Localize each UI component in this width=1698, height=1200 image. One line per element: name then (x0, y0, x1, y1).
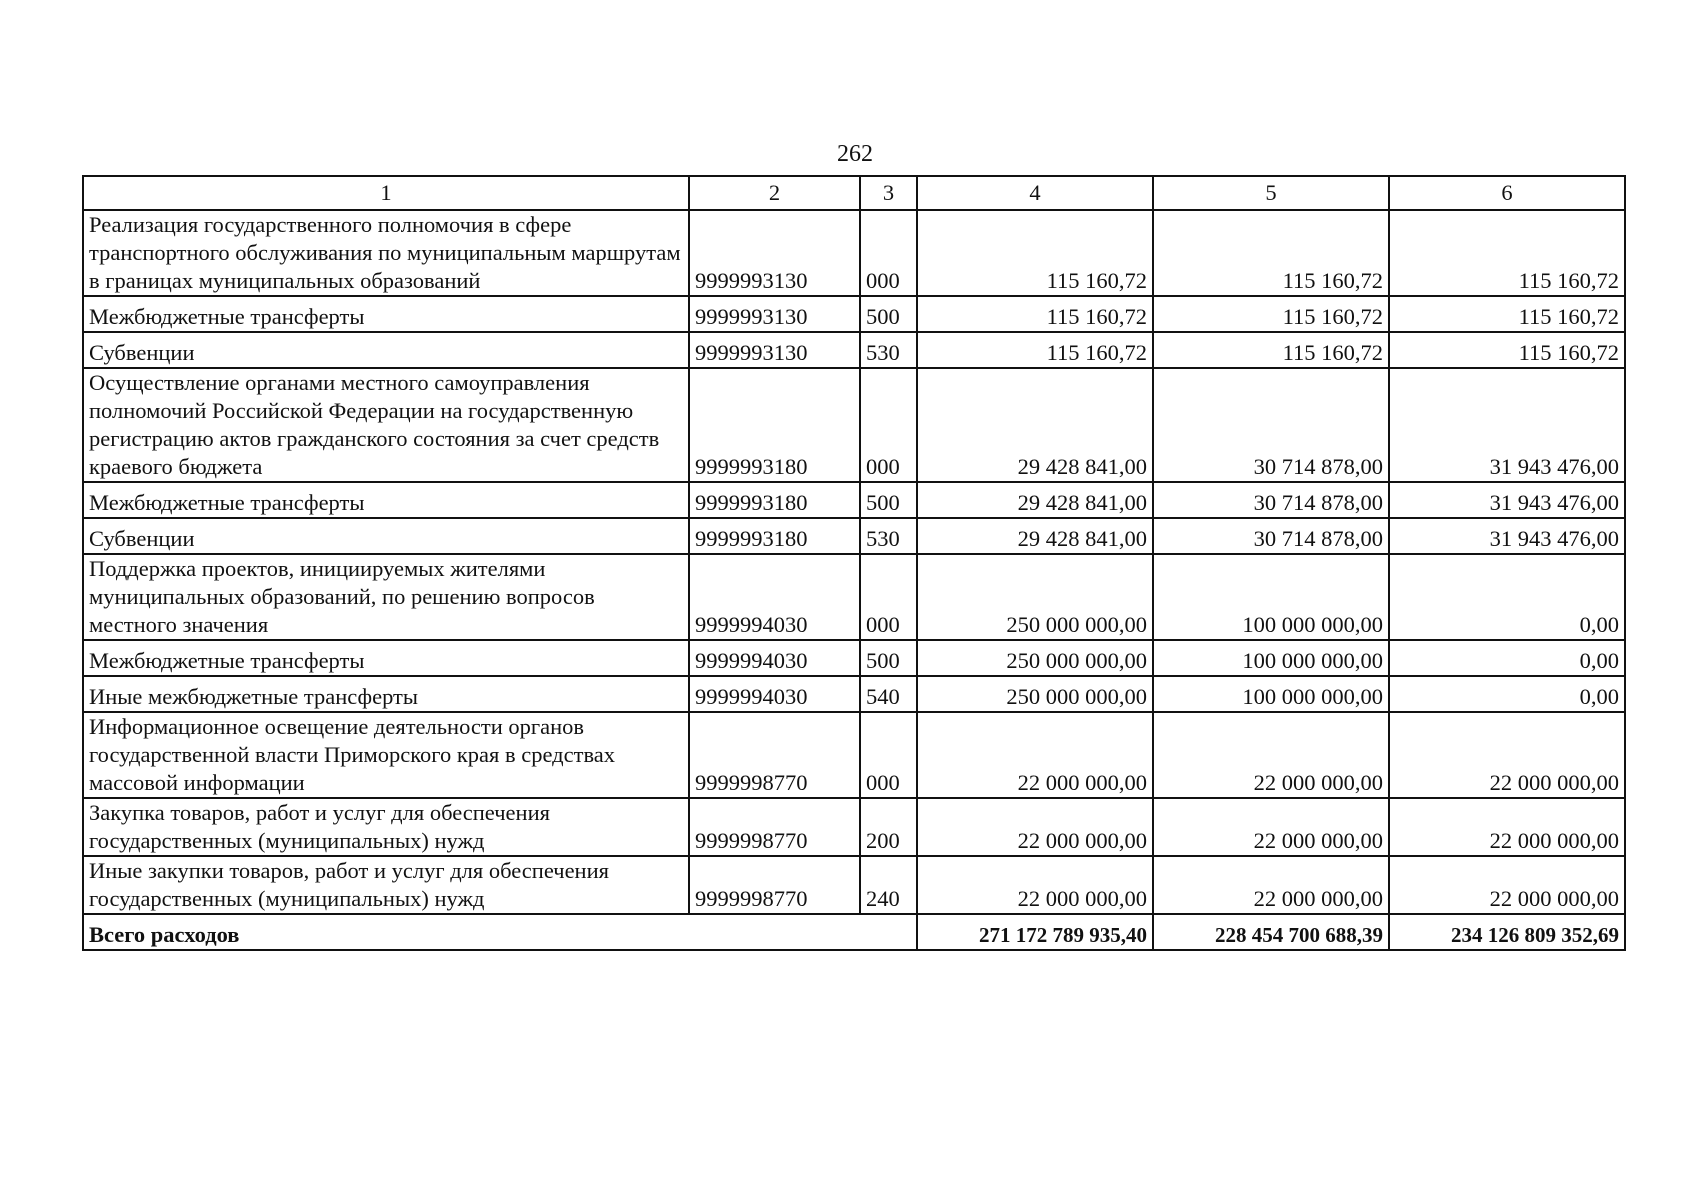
table-row (83, 210, 1625, 296)
amount-col-6: 0,00 (1389, 640, 1625, 676)
amount-col-5: 22 000 000,00 (1153, 856, 1389, 914)
expense-name: Межбюджетные трансферты (83, 482, 689, 518)
table-row (83, 798, 1625, 856)
expense-type-code: 000 (860, 210, 917, 296)
expense-name: Субвенции (83, 332, 689, 368)
table-row (83, 368, 1625, 482)
target-article-code: 9999993180 (689, 518, 860, 554)
amount-col-6: 0,00 (1389, 676, 1625, 712)
table-row (83, 332, 1625, 368)
expense-type-code: 500 (860, 482, 917, 518)
expense-type-code: 000 (860, 712, 917, 798)
total-col-5: 228 454 700 688,39 (1153, 914, 1389, 950)
expense-type-code: 000 (860, 368, 917, 482)
amount-col-4: 115 160,72 (917, 332, 1153, 368)
amount-col-4: 250 000 000,00 (917, 676, 1153, 712)
table-row (83, 640, 1625, 676)
table-row (83, 676, 1625, 712)
amount-col-5: 22 000 000,00 (1153, 798, 1389, 856)
amount-col-4: 250 000 000,00 (917, 640, 1153, 676)
target-article-code: 9999993130 (689, 210, 860, 296)
amount-col-5: 115 160,72 (1153, 296, 1389, 332)
amount-col-4: 115 160,72 (917, 210, 1153, 296)
expense-type-code: 200 (860, 798, 917, 856)
target-article-code: 9999998770 (689, 856, 860, 914)
table-row (83, 554, 1625, 640)
target-article-code: 9999993130 (689, 296, 860, 332)
page-number: 262 (837, 141, 873, 167)
target-article-code: 9999993180 (689, 482, 860, 518)
amount-col-5: 30 714 878,00 (1153, 482, 1389, 518)
column-header: 5 (1153, 176, 1389, 210)
amount-col-5: 30 714 878,00 (1153, 518, 1389, 554)
expense-name: Межбюджетные трансферты (83, 296, 689, 332)
table-row (83, 712, 1625, 798)
amount-col-5: 22 000 000,00 (1153, 712, 1389, 798)
total-col-6: 234 126 809 352,69 (1389, 914, 1625, 950)
expense-name: Субвенции (83, 518, 689, 554)
expense-name: Реализация государственного полномочия в сфере транспортного обслуживания по муниципальным маршрутам в границах муниципальных образований (83, 210, 689, 296)
amount-col-6: 0,00 (1389, 554, 1625, 640)
target-article-code: 9999998770 (689, 798, 860, 856)
amount-col-4: 22 000 000,00 (917, 798, 1153, 856)
table-row (83, 518, 1625, 554)
target-article-code: 9999994030 (689, 640, 860, 676)
expense-name: Осуществление органами местного самоуправления полномочий Российской Федерации на государственную регистрацию актов гражданского состояния за счет средств краевого бюджета (83, 368, 689, 482)
expense-type-code: 000 (860, 554, 917, 640)
total-label: Всего расходов (83, 914, 917, 950)
amount-col-6: 31 943 476,00 (1389, 482, 1625, 518)
amount-col-6: 115 160,72 (1389, 210, 1625, 296)
amount-col-4: 115 160,72 (917, 296, 1153, 332)
expense-name: Иные закупки товаров, работ и услуг для обеспечения государственных (муниципальных) нужд (83, 856, 689, 914)
expense-type-code: 500 (860, 296, 917, 332)
amount-col-5: 100 000 000,00 (1153, 676, 1389, 712)
amount-col-6: 22 000 000,00 (1389, 856, 1625, 914)
amount-col-4: 22 000 000,00 (917, 712, 1153, 798)
total-col-4: 271 172 789 935,40 (917, 914, 1153, 950)
amount-col-6: 31 943 476,00 (1389, 518, 1625, 554)
expense-type-code: 530 (860, 518, 917, 554)
amount-col-5: 100 000 000,00 (1153, 554, 1389, 640)
target-article-code: 9999994030 (689, 676, 860, 712)
column-header: 6 (1389, 176, 1625, 210)
amount-col-4: 29 428 841,00 (917, 368, 1153, 482)
target-article-code: 9999993180 (689, 368, 860, 482)
expense-name: Поддержка проектов, инициируемых жителями муниципальных образований, по решению вопросов местного значения (83, 554, 689, 640)
expense-type-code: 540 (860, 676, 917, 712)
expense-name: Информационное освещение деятельности органов государственной власти Приморского края в средствах массовой информации (83, 712, 689, 798)
column-number-header-row (83, 176, 1625, 210)
amount-col-4: 250 000 000,00 (917, 554, 1153, 640)
expense-type-code: 240 (860, 856, 917, 914)
expense-name: Закупка товаров, работ и услуг для обеспечения государственных (муниципальных) нужд (83, 798, 689, 856)
target-article-code: 9999993130 (689, 332, 860, 368)
amount-col-5: 30 714 878,00 (1153, 368, 1389, 482)
expense-type-code: 500 (860, 640, 917, 676)
amount-col-4: 29 428 841,00 (917, 518, 1153, 554)
expense-name: Межбюджетные трансферты (83, 640, 689, 676)
amount-col-4: 22 000 000,00 (917, 856, 1153, 914)
amount-col-6: 115 160,72 (1389, 332, 1625, 368)
amount-col-6: 115 160,72 (1389, 296, 1625, 332)
table-row (83, 296, 1625, 332)
amount-col-6: 22 000 000,00 (1389, 798, 1625, 856)
target-article-code: 9999994030 (689, 554, 860, 640)
budget-expenses-table (82, 175, 1626, 951)
column-header: 2 (689, 176, 860, 210)
amount-col-5: 115 160,72 (1153, 210, 1389, 296)
table-row (83, 482, 1625, 518)
column-header: 4 (917, 176, 1153, 210)
target-article-code: 9999998770 (689, 712, 860, 798)
amount-col-4: 29 428 841,00 (917, 482, 1153, 518)
total-row (83, 914, 1625, 950)
table-row (83, 856, 1625, 914)
amount-col-5: 115 160,72 (1153, 332, 1389, 368)
expense-type-code: 530 (860, 332, 917, 368)
expense-name: Иные межбюджетные трансферты (83, 676, 689, 712)
column-header: 1 (83, 176, 689, 210)
amount-col-6: 31 943 476,00 (1389, 368, 1625, 482)
column-header: 3 (860, 176, 917, 210)
amount-col-6: 22 000 000,00 (1389, 712, 1625, 798)
amount-col-5: 100 000 000,00 (1153, 640, 1389, 676)
